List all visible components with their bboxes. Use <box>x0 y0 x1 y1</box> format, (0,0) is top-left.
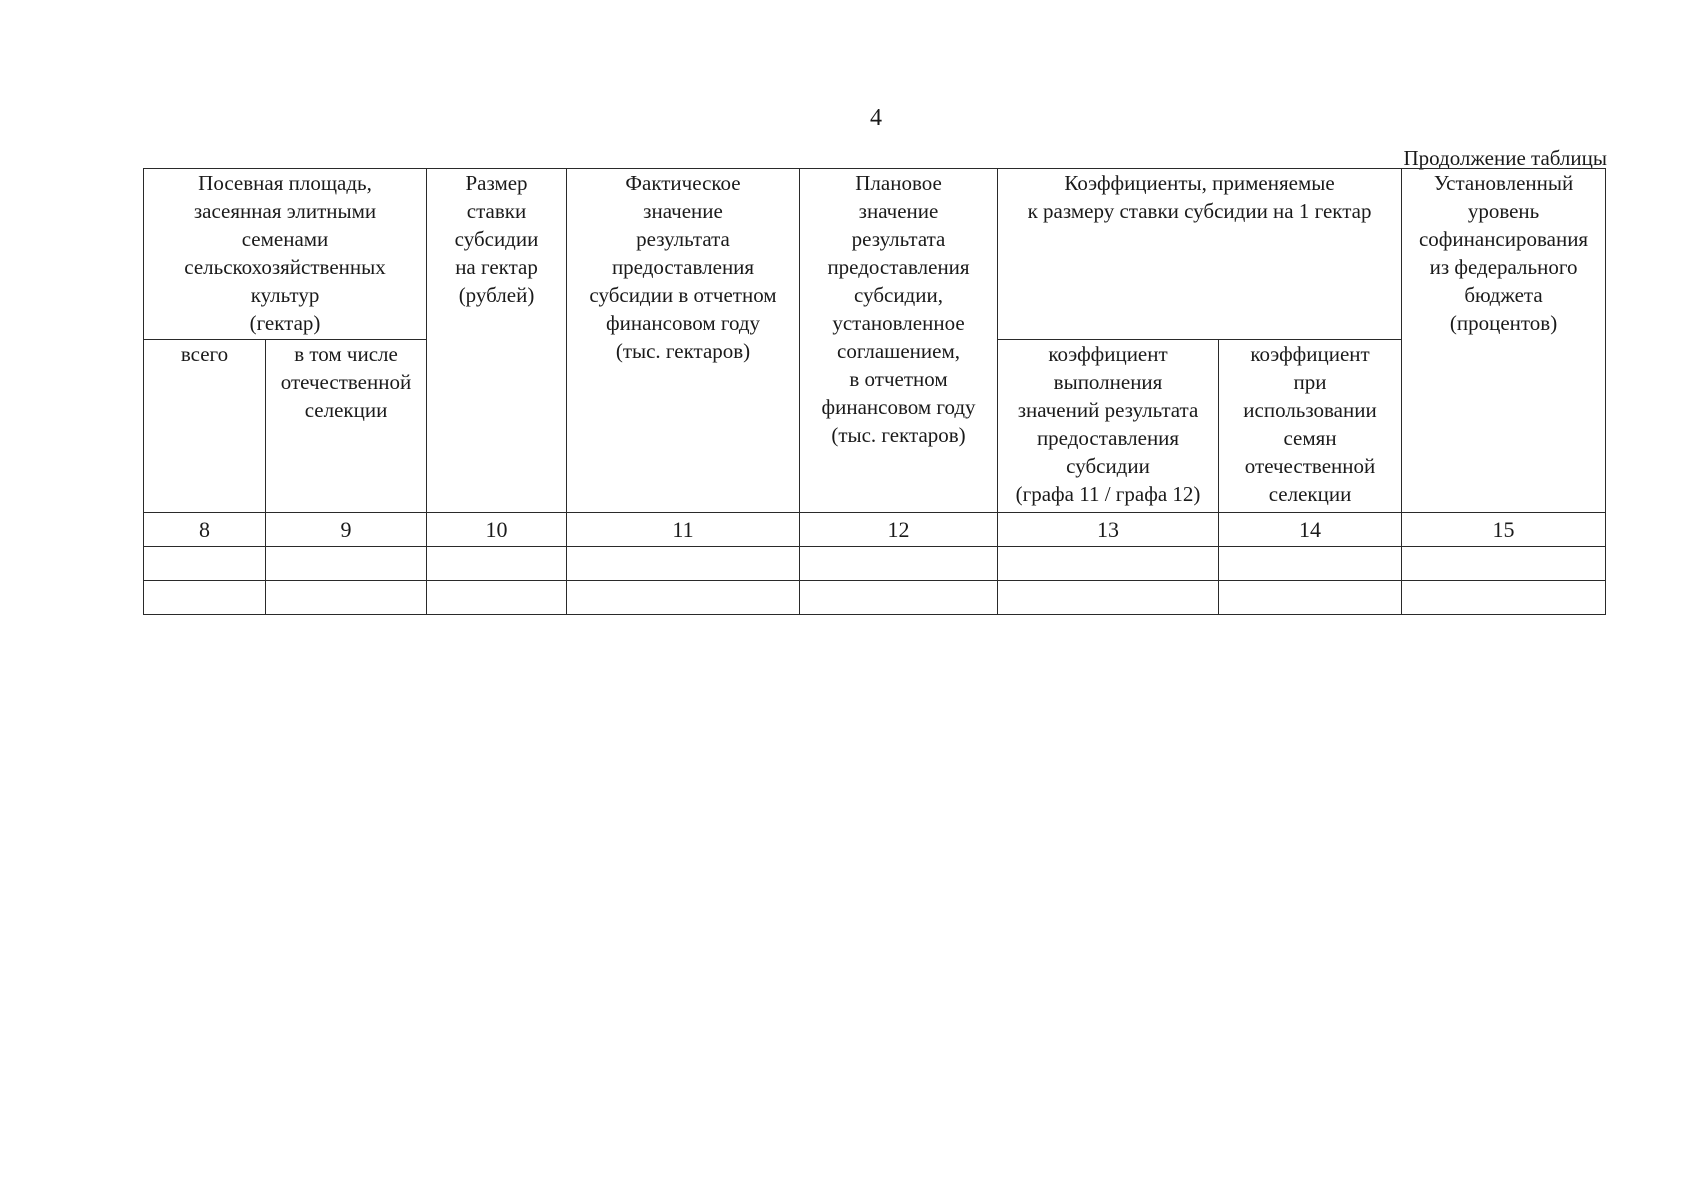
header-coefficients: Коэффициенты, применяемые к размеру ставки субсидии на 1 гектар <box>998 169 1402 340</box>
table-cell <box>1402 547 1606 581</box>
table-cell <box>144 581 266 615</box>
table-continuation-label: Продолжение таблицы <box>1403 146 1607 170</box>
column-number: 13 <box>998 513 1219 547</box>
table-cell <box>1402 581 1606 615</box>
table-cell <box>800 581 998 615</box>
column-number: 11 <box>567 513 800 547</box>
header-cofinancing-level: Установленный уровень софинансирования из федерального бюджета (процентов) <box>1402 169 1606 513</box>
table-cell <box>144 547 266 581</box>
column-number-row <box>144 513 1606 547</box>
header-sown-area-domestic: в том числе отечественной селекции <box>266 340 427 513</box>
table-cell <box>266 581 427 615</box>
column-number: 15 <box>1402 513 1606 547</box>
page-number: 4 <box>870 105 882 131</box>
header-planned-value: Плановое значение результата предоставления субсидии, установленное соглашением, в отчетном финансовом году (тыс. гектаров) <box>800 169 998 513</box>
column-number: 8 <box>144 513 266 547</box>
header-actual-value: Фактическое значение результата предоставления субсидии в отчетном финансовом году (тыс. гектаров) <box>567 169 800 513</box>
header-sown-area: Посевная площадь, засеянная элитными семенами сельскохозяйственных культур (гектар) <box>144 169 427 340</box>
table-cell <box>567 581 800 615</box>
table-cell <box>998 547 1219 581</box>
header-sown-area-total: всего <box>144 340 266 513</box>
column-number: 14 <box>1219 513 1402 547</box>
data-table <box>143 168 1606 615</box>
table-cell <box>567 547 800 581</box>
column-number: 10 <box>427 513 567 547</box>
header-row-1 <box>144 169 1606 340</box>
header-rate-per-ha: Размер ставки субсидии на гектар (рублей) <box>427 169 567 513</box>
table-row <box>144 547 1606 581</box>
table-cell <box>1219 547 1402 581</box>
table-cell <box>266 547 427 581</box>
table-cell <box>427 581 567 615</box>
header-coef-domestic-seeds: коэффициент при использовании семян отечественной селекции <box>1219 340 1402 513</box>
table-row <box>144 581 1606 615</box>
column-number: 9 <box>266 513 427 547</box>
table-cell <box>998 581 1219 615</box>
table-cell <box>1219 581 1402 615</box>
table-cell <box>427 547 567 581</box>
table-cell <box>800 547 998 581</box>
header-coef-fulfillment: коэффициент выполнения значений результата предоставления субсидии (графа 11 / графа 12) <box>998 340 1219 513</box>
column-number: 12 <box>800 513 998 547</box>
